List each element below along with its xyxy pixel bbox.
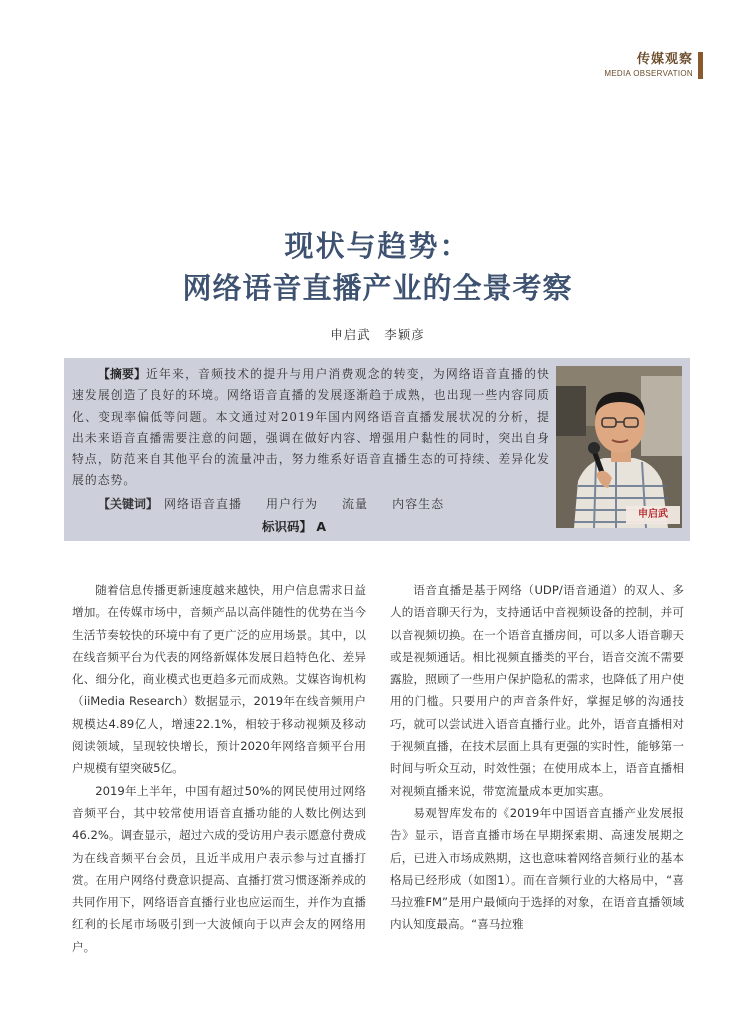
section-title-en: MEDIA OBSERVATION [604, 69, 693, 78]
title-line-1: 现状与趋势： [284, 229, 471, 263]
keyword: 内容生态 [392, 497, 445, 511]
paragraph: 2019年上半年，中国有超过50%的网民使用过网络音频平台，其中较常使用语音直播功能的人数比例达到46.2%。调查显示，超过六成的受访用户表示愿意付费成为在线音频平台会员，且近半成用户表示参与过直播打赏。在用户网络付费意识提高、直播打赏习惯逐渐养成的共同作用下，网络语音直播行业也应运而生，并作为直播红利的长尾市场吸引到一大波倾向于以声会友的网络用户。 [72, 783, 366, 954]
article-title [0, 226, 755, 310]
code-label: 标识码】 [262, 519, 313, 534]
identification-code [262, 517, 326, 535]
authors: 申启武 李颖彦 [330, 327, 425, 342]
paragraph: 易观智库发布的《2019年中国语音直播产业发展报告》显示，语音直播市场在早期探索期、高速发展期之后，已进入市场成熟期，这也意味着网络音频行业的基本格局已经形成（如图1）。而在音频行业的大格局中，“喜马拉雅FM”是用户最倾向于选择的对象，在语音直播领域内认知度最高。“喜马拉雅 [390, 805, 684, 932]
keywords-row [98, 495, 462, 512]
abstract [72, 364, 550, 492]
keywords-label: 【关键词】 [98, 497, 159, 511]
section-title-cn: 传媒观察 [636, 52, 693, 67]
code-value: A [316, 519, 327, 534]
abstract-label: 【摘要】 [98, 367, 146, 381]
abstract-text: 近年来，音频技术的提升与用户消费观念的转变，为网络语音直播的快速发展创造了良好的环境。网络语音直播的发展逐渐趋于成熟，也出现一些内容同质化、变现率偏低等问题。本文通过对2019年国内网络语音直播发展状况的分析，提出未来语音直播需要注意的问题，强调在做好内容、增强用户黏性的同时，突出自身特点，防范来自其他平台的流量冲击，努力维系好语音直播生态的可持续、差异化发展的态势。 [72, 367, 550, 488]
body-column-left [72, 579, 366, 958]
section-header [604, 52, 693, 80]
keyword: 流量 [342, 497, 369, 511]
keyword: 用户行为 [266, 497, 319, 511]
paragraph: 随着信息传播更新速度越来越快，用户信息需求日益增加。在传媒市场中，音频产品以高伴随性的优势在当今生活节奏较快的环境中有了更广泛的应用场景。其中，以在线音频平台为代表的网络新媒体发展日趋特色化、差异化、细分化，商业模式也更趋多元而成熟。艾媒咨询机构（iiMedia Research）数据显示，2019年在线音频用户规模达4.89亿人，增速22.1%，相较于移动视频及移动阅读领域，呈现较快增长，预计2020年网络音频平台用户规模有望突破5亿。 [72, 583, 366, 776]
keyword: 网络语音直播 [164, 497, 243, 511]
paragraph: 语音直播是基于网络（UDP/语音通道）的双人、多人的语音聊天行为，支持通话中音视频设备的控制，并可以音视频切换。在一个语音直播房间，可以多人语音聊天或是视频通话。相比视频直播类的平台，语音交流不需要露脸，照顾了一些用户保护隐私的需求，也降低了用户使用的门槛。只要用户的声音条件好，掌握足够的沟通技巧，就可以尝试进入语音直播行业。此外，语音直播相对于视频直播，在技术层面上具有更强的实时性，能够第一时间与听众互动，时效性强；在使用成本上，语音直播相对视频直播来说，带宽流量成本更加实惠。 [390, 583, 684, 798]
section-accent-bar [698, 52, 703, 79]
author-photo [556, 366, 682, 528]
photo-caption: 申启武 [638, 509, 668, 520]
body-column-right [390, 579, 684, 936]
title-line-2: 网络语音直播产业的全景考察 [182, 271, 573, 305]
